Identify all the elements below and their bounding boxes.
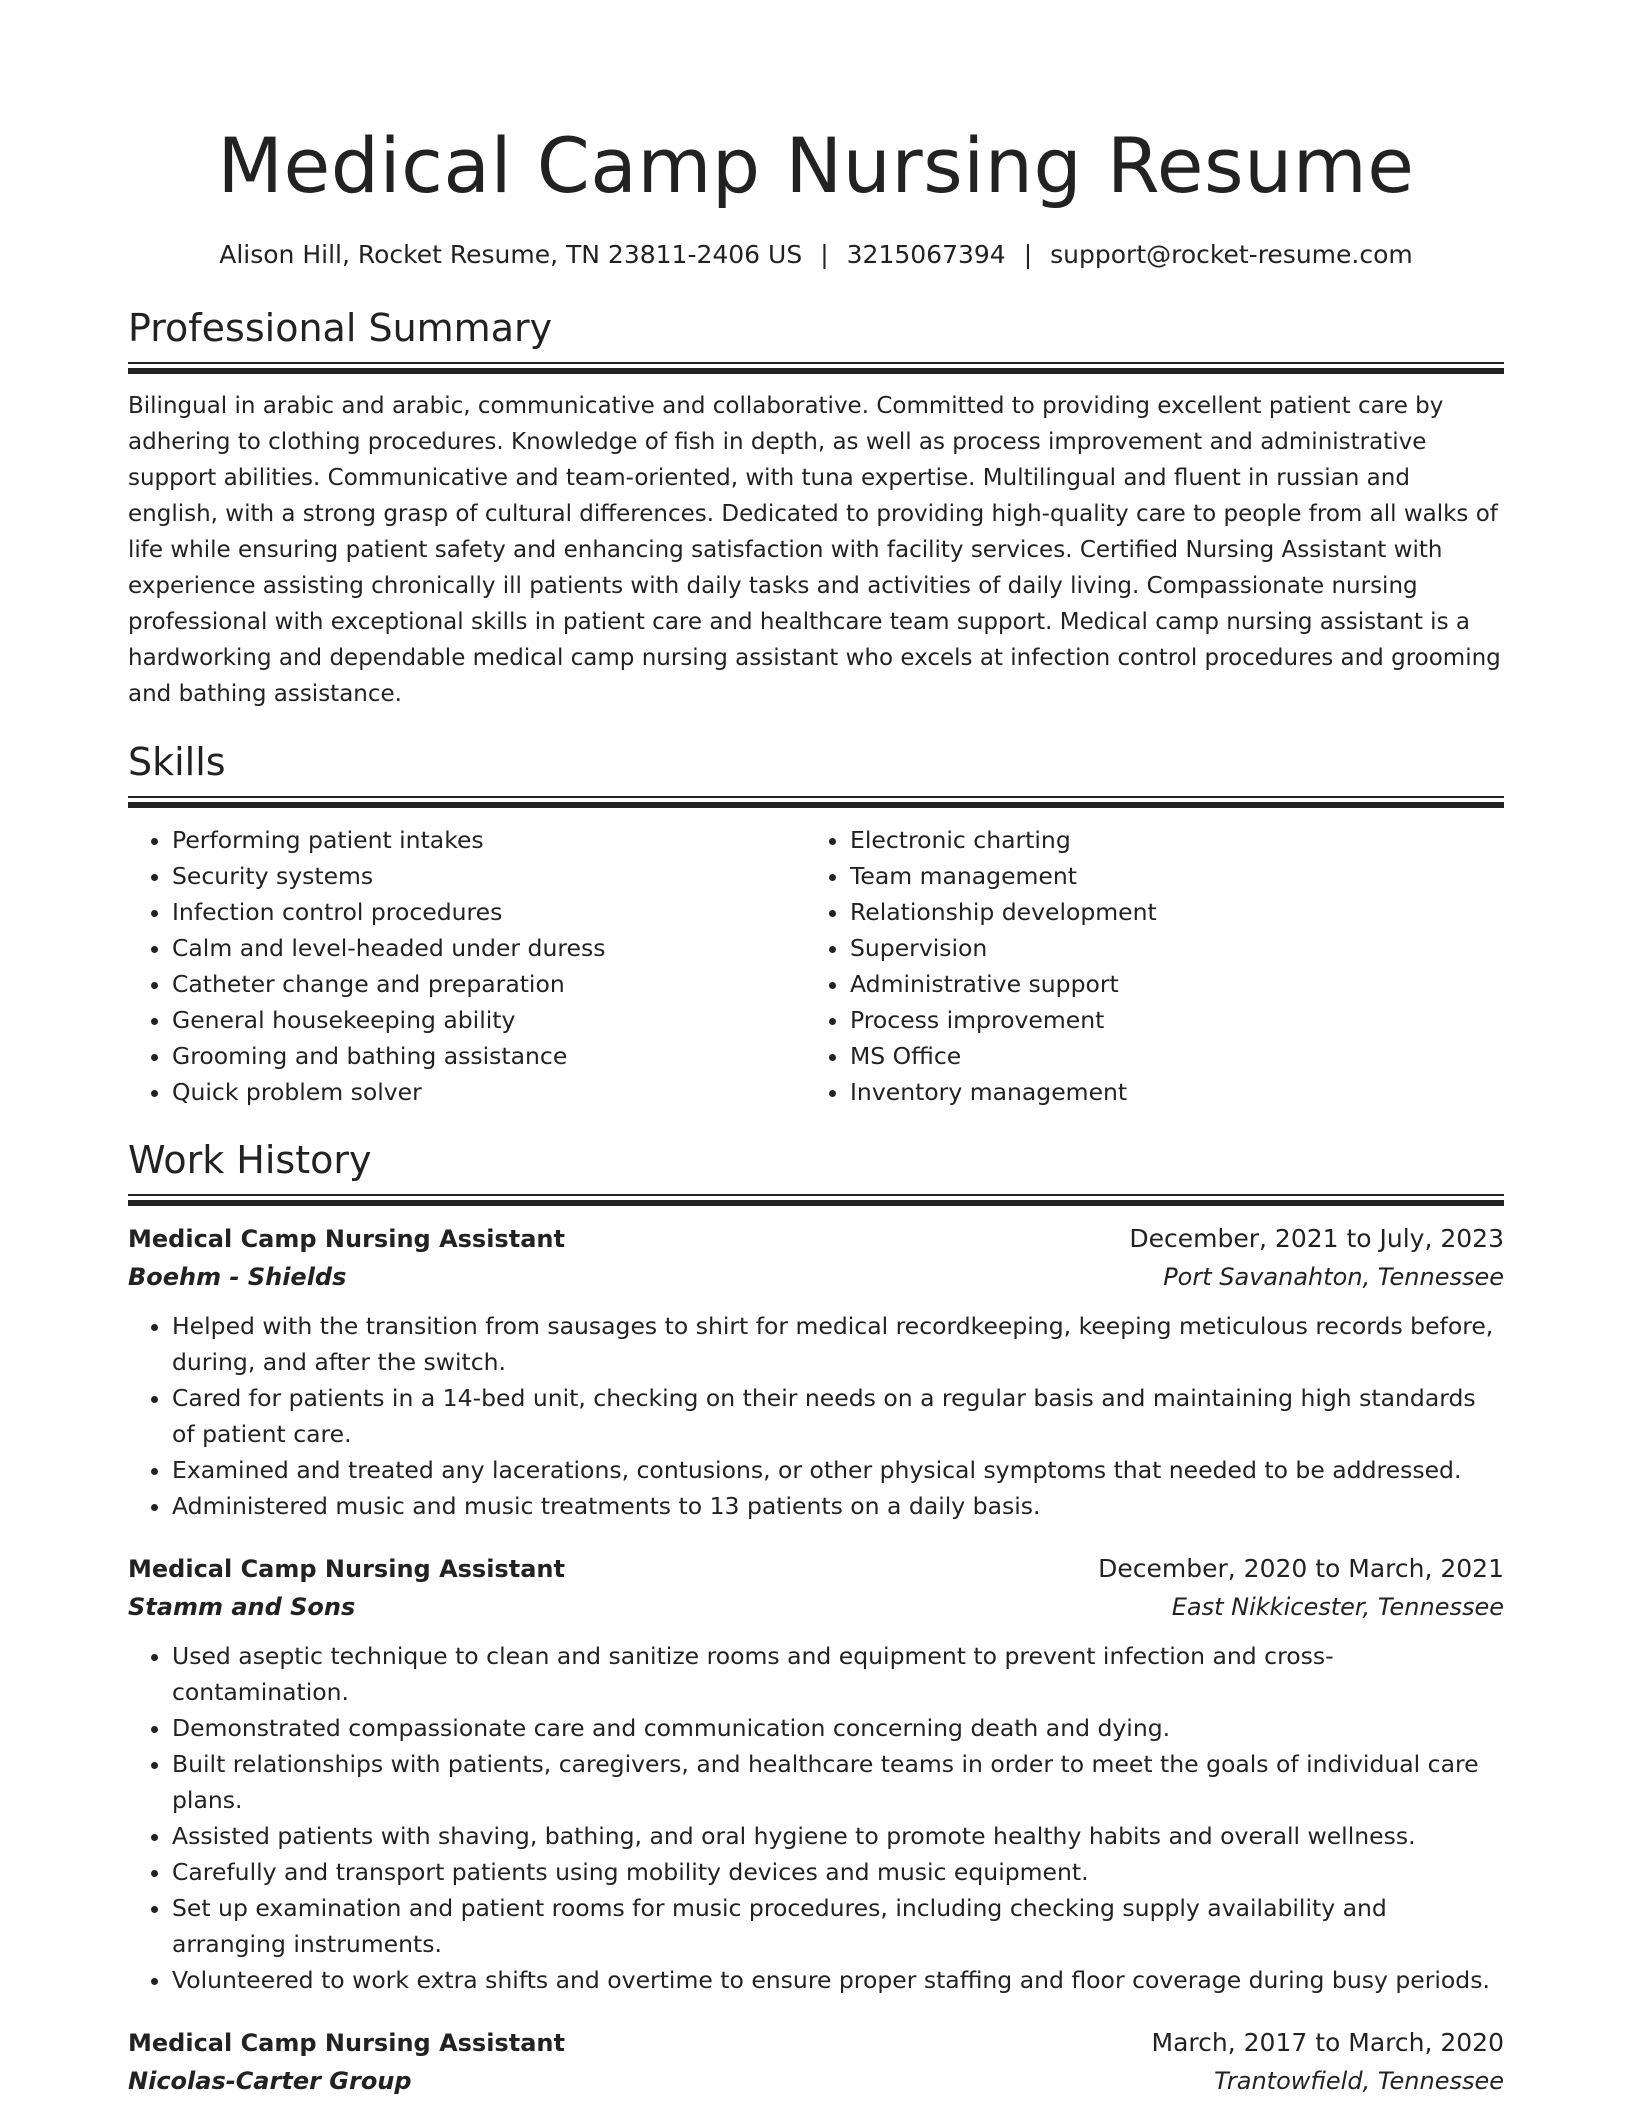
skill-item: • Calm and level-headed under duress	[172, 930, 806, 966]
job-entry	[128, 1550, 1504, 1998]
skill-item: • Security systems	[172, 858, 806, 894]
job-dates: December, 2021 to July, 2023	[1129, 1224, 1504, 1253]
skill-item: • Electronic charting	[850, 822, 1484, 858]
job-entry	[128, 2024, 1504, 2100]
contact-phone: 3215067394	[846, 240, 1006, 269]
skills-section	[128, 738, 1504, 1110]
contact-email: support@rocket-resume.com	[1050, 240, 1413, 269]
summary-text: Bilingual in arabic and arabic, communicative and collaborative. Committed to providing excellent patient care by adhering to clothing procedures. Knowledge of fish in depth, as well as process improvement and administrative support abilities. Communicative and team-oriented, with tuna expertise. Multilingual and fluent in russian and english, with a strong grasp of cultural differences. Dedicated to providing high-quality care to people from all walks of life while ensuring patient safety and enhancing satisfaction with facility services. Certified Nursing Assistant with experience assisting chronically ill patients with daily tasks and activities of daily living. Compassionate nursing professional with exceptional skills in patient care and healthcare team support. Medical camp nursing assistant is a hardworking and dependable medical camp nursing assistant who excels at infection control procedures and grooming and bathing assistance.	[128, 393, 1501, 707]
skill-item: • Performing patient intakes	[172, 822, 806, 858]
job-bullet: • Cared for patients in a 14-bed unit, checking on their needs on a regular basis and maintaining high standards of patient care.	[172, 1380, 1504, 1452]
job-company: Nicolas-Carter Group	[128, 2067, 412, 2095]
job-subheader	[128, 1258, 1504, 1296]
skills-list-left	[128, 822, 806, 1110]
job-bullet: • Helped with the transition from sausages to shirt for medical recordkeeping, keeping meticulous records before, during, and after the switch.	[172, 1308, 1504, 1380]
job-dates: March, 2017 to March, 2020	[1151, 2028, 1504, 2057]
section-divider	[128, 796, 1504, 808]
job-header	[128, 1550, 1504, 1588]
job-subheader	[128, 2062, 1504, 2100]
job-bullet: • Built relationships with patients, caregivers, and healthcare teams in order to meet the goals of individual care plans.	[172, 1746, 1504, 1818]
job-entry	[128, 1220, 1504, 1524]
job-bullet: • Assisted patients with shaving, bathing, and oral hygiene to promote healthy habits and overall wellness.	[172, 1818, 1504, 1854]
section-divider	[128, 362, 1504, 374]
section-divider	[128, 1194, 1504, 1206]
skills-list-right	[806, 822, 1484, 1110]
summary-section	[128, 304, 1504, 712]
job-bullet: • Carefully and transport patients using mobility devices and music equipment.	[172, 1854, 1504, 1890]
job-header	[128, 2024, 1504, 2062]
job-bullets	[128, 1308, 1504, 1524]
job-bullet: • Administered music and music treatments to 13 patients on a daily basis.	[172, 1488, 1504, 1524]
job-bullet: • Demonstrated compassionate care and communication concerning death and dying.	[172, 1710, 1504, 1746]
skill-item: • Supervision	[850, 930, 1484, 966]
job-dates: December, 2020 to March, 2021	[1098, 1554, 1504, 1583]
skill-item: • Team management	[850, 858, 1484, 894]
job-bullet: • Volunteered to work extra shifts and overtime to ensure proper staffing and floor coverage during busy periods.	[172, 1962, 1504, 1998]
skill-item: • Inventory management	[850, 1074, 1484, 1110]
job-subheader	[128, 1588, 1504, 1626]
skill-item: • Catheter change and preparation	[172, 966, 806, 1002]
contact-address: Alison Hill, Rocket Resume, TN 23811-2406 US	[219, 240, 803, 269]
summary-heading: Professional Summary	[128, 306, 553, 350]
job-company: Boehm - Shields	[128, 1263, 347, 1291]
skill-item: • Infection control procedures	[172, 894, 806, 930]
contact-separator: |	[1023, 240, 1033, 269]
skills-columns	[128, 822, 1504, 1110]
skill-item: • MS Office	[850, 1038, 1484, 1074]
job-bullet: • Set up examination and patient rooms for music procedures, including checking supply availability and arranging instruments.	[172, 1890, 1504, 1962]
job-location: Trantowfield, Tennessee	[1214, 2067, 1504, 2095]
resume-page	[128, 0, 1504, 2100]
work-history-section	[128, 1136, 1504, 2100]
work-history-heading: Work History	[128, 1138, 372, 1182]
job-title: Medical Camp Nursing Assistant	[128, 1225, 565, 1253]
contact-separator: |	[820, 240, 829, 269]
job-bullet: • Used aseptic technique to clean and sanitize rooms and equipment to prevent infection and cross-contamination.	[172, 1638, 1504, 1710]
skill-item: • Process improvement	[850, 1002, 1484, 1038]
job-title: Medical Camp Nursing Assistant	[128, 1555, 565, 1583]
job-location: Port Savanahton, Tennessee	[1163, 1263, 1504, 1291]
skill-item: • Administrative support	[850, 966, 1484, 1002]
job-location: East Nikkicester, Tennessee	[1171, 1593, 1504, 1621]
contact-line	[128, 238, 1504, 272]
resume-title: Medical Camp Nursing Resume	[217, 121, 1415, 210]
skill-item: • Quick problem solver	[172, 1074, 806, 1110]
job-bullets	[128, 1638, 1504, 1998]
skill-item: • General housekeeping ability	[172, 1002, 806, 1038]
skill-item: • Relationship development	[850, 894, 1484, 930]
skills-heading: Skills	[128, 740, 226, 784]
skill-item: • Grooming and bathing assistance	[172, 1038, 806, 1074]
job-bullet: • Examined and treated any lacerations, contusions, or other physical symptoms that needed to be addressed.	[172, 1452, 1504, 1488]
job-header	[128, 1220, 1504, 1258]
job-company: Stamm and Sons	[128, 1593, 356, 1621]
job-title: Medical Camp Nursing Assistant	[128, 2029, 565, 2057]
